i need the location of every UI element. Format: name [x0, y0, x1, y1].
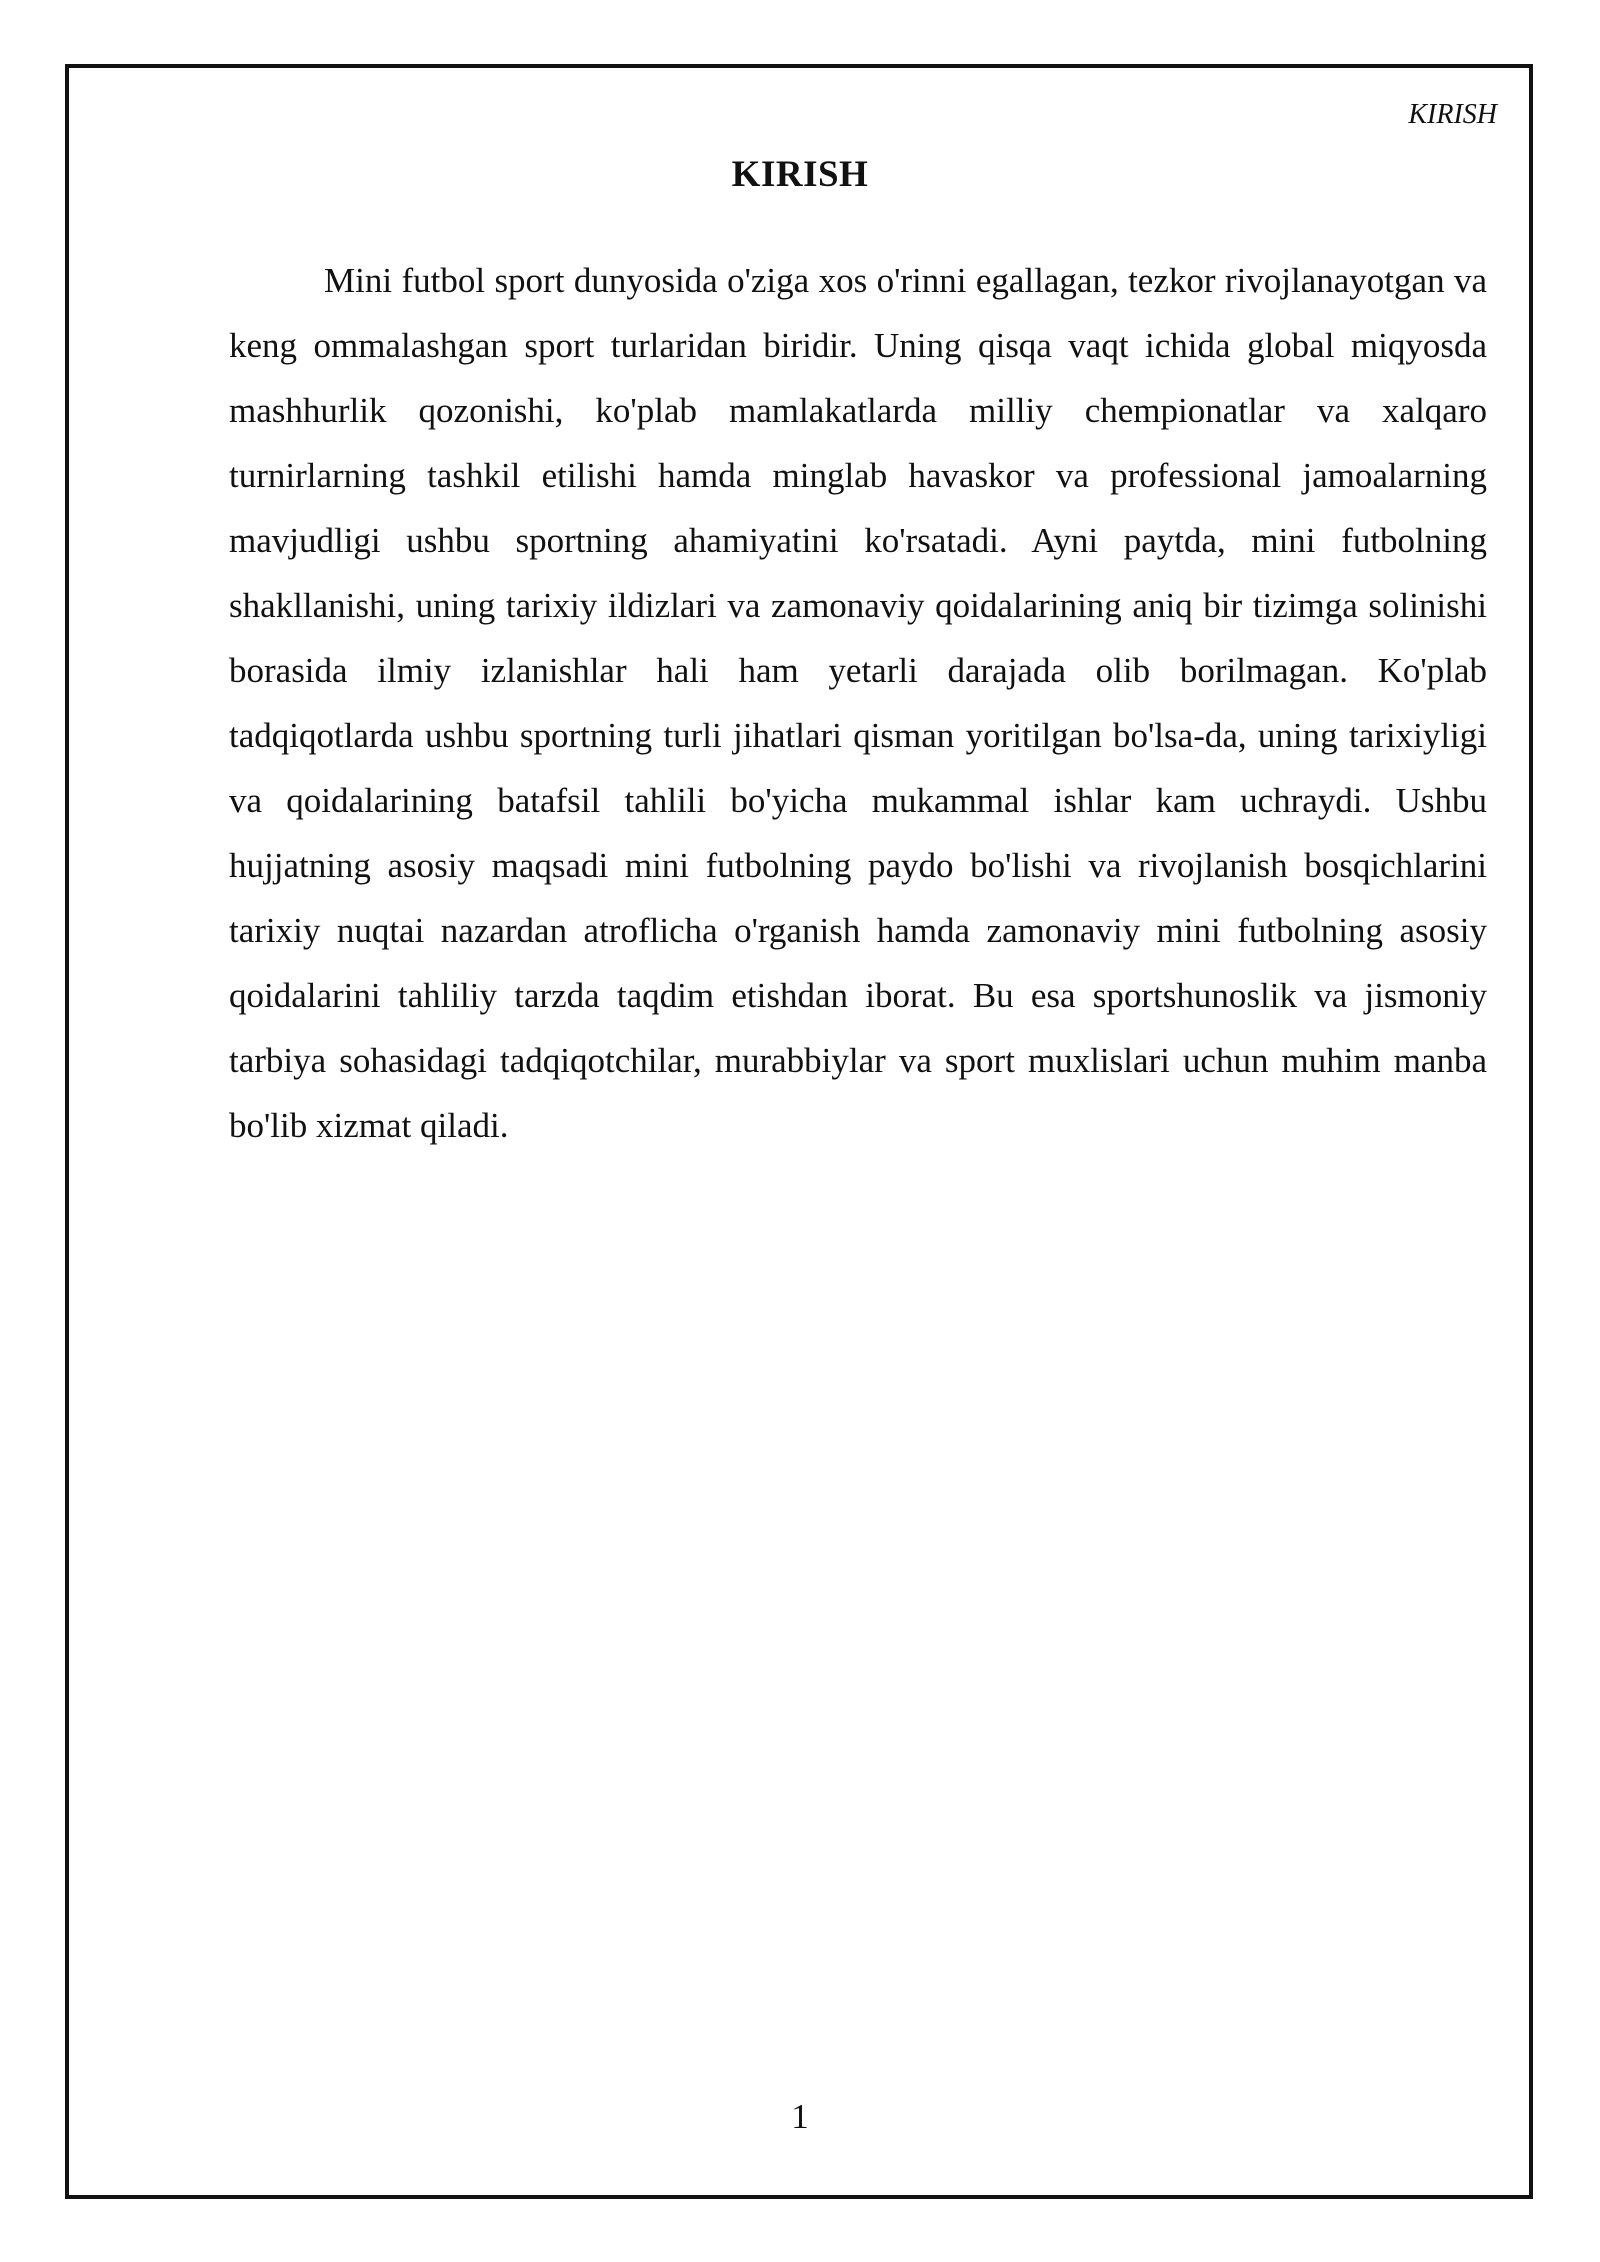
page-number: 1	[791, 2097, 809, 2136]
running-header: KIRISH	[1408, 99, 1497, 130]
body-paragraph: Mini futbol sport dunyosida o'ziga xos o'rinni egallagan, tezkor rivojlanayotgan va keng ommalashgan sport turlaridan biridir. Uning qisqa vaqt ichida global miqyosda mashhurlik qozonishi, ko'plab mamlakatlarda milliy chempionatlar va xalqaro turnirlarning tashkil etilishi hamda minglab havaskor va professional jamoalarning mavjudligi ushbu sportning ahamiyatini ko'rsatadi. Ayni paytda, mini futbolning shakllanishi, uning tarixiy ildizlari va zamonaviy qoidalarining aniq bir tizimga solinishi borasida ilmiy izlanishlar hali ham yetarli darajada olib borilmagan. Ko'plab tadqiqotlarda ushbu sportning turli jihatlari qisman yoritilgan bo'lsa-da, uning tarixiyligi va qoidalarining batafsil tahlili bo'yicha mukammal ishlar kam uchraydi. Ushbu hujjatning asosiy maqsadi mini futbolning paydo bo'lishi va rivojlanish bosqichlarini tarixiy nuqtai nazardan atroflicha o'rganish hamda zamonaviy mini futbolning asosiy qoidalarini tahliliy tarzda taqdim etishdan iborat. Bu esa sportshunoslik va jismoniy tarbiya sohasidagi tadqiqotchilar, murabbiylar va sport muxlislari uchun muhim manba bo'lib xizmat qiladi.	[229, 261, 1487, 1145]
page-title: KIRISH	[731, 154, 869, 195]
